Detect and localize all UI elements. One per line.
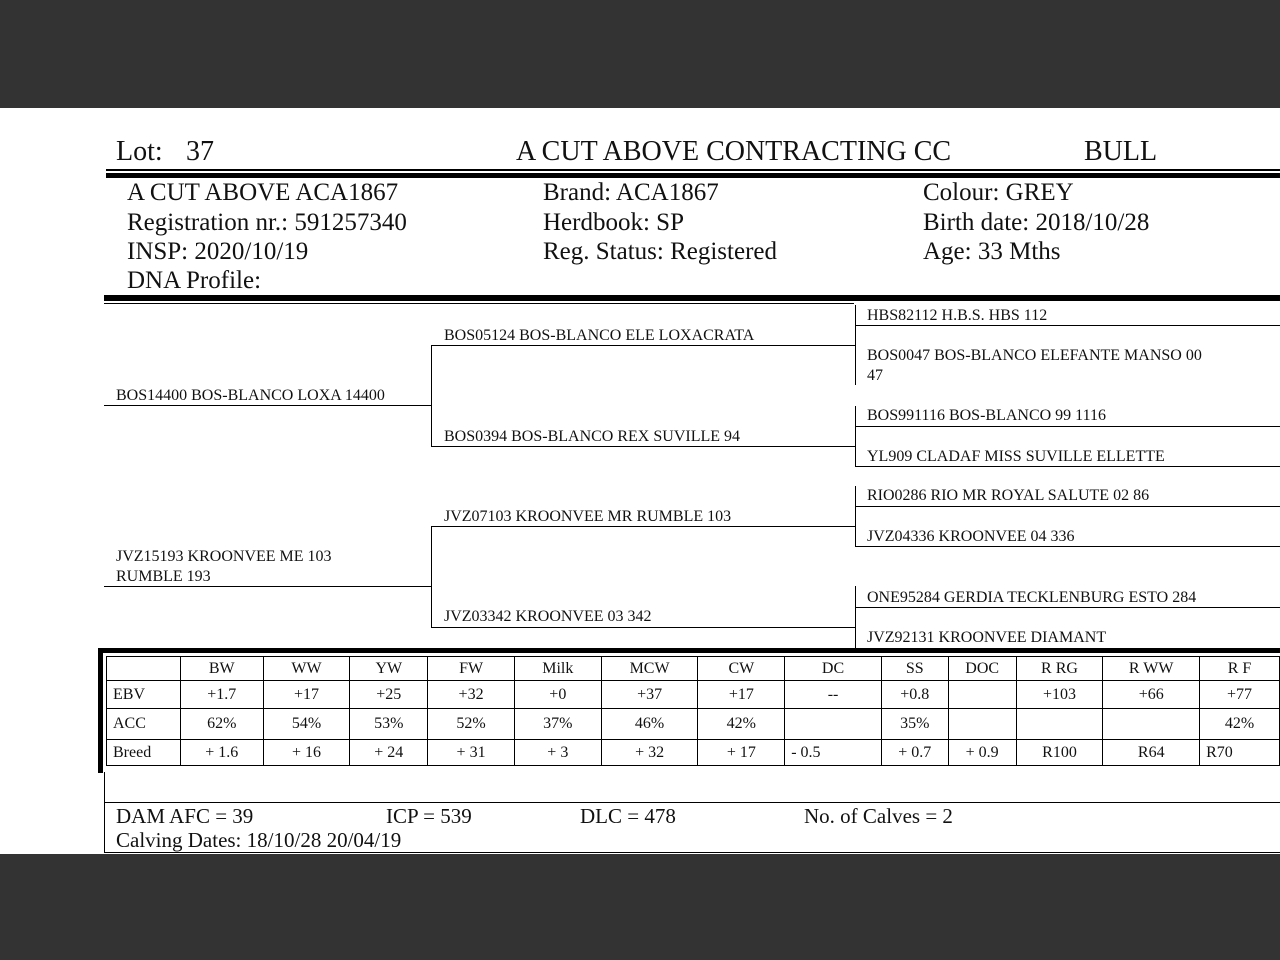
pedigree-dam-sire: JVZ07103 KROONVEE MR RUMBLE 103 <box>444 508 732 525</box>
dam-box-left <box>104 772 105 853</box>
info-rule-thick <box>104 295 1280 301</box>
animal-name: A CUT ABOVE ACA1867 <box>127 179 399 206</box>
table-left-border <box>98 648 103 773</box>
table-cell: 37% <box>514 709 601 740</box>
lot-label: Lot: <box>116 136 163 167</box>
dss-underline <box>855 506 1280 507</box>
catalogue-page <box>0 108 1280 854</box>
animal-sex: BULL <box>1084 136 1158 167</box>
colour: Colour: GREY <box>923 179 1074 206</box>
table-row <box>107 740 1280 766</box>
col-header: FW <box>428 657 515 681</box>
row-label: EBV <box>107 681 181 709</box>
table-cell: +0.8 <box>881 681 948 709</box>
row-label: ACC <box>107 709 181 740</box>
table-cell: +37 <box>601 681 698 709</box>
pedigree-sire-sire: BOS05124 BOS-BLANCO ELE LOXACRATA <box>444 327 755 344</box>
sd-connector <box>855 406 856 466</box>
pedigree-sds: BOS991116 BOS-BLANCO 99 1116 <box>867 407 1106 424</box>
dam-calves-count: No. of Calves = 2 <box>804 804 953 828</box>
table-cell <box>785 709 882 740</box>
col-header: BW <box>180 657 263 681</box>
dam-connector <box>431 526 432 627</box>
pedigree-dam-dam: JVZ03342 KROONVEE 03 342 <box>444 608 652 625</box>
dam-afc: DAM AFC = 39 <box>116 804 254 828</box>
table-row <box>107 709 1280 740</box>
table-cell: 42% <box>698 709 785 740</box>
registration-status: Reg. Status: Registered <box>543 238 777 265</box>
pedigree-ssd-line1: BOS0047 BOS-BLANCO ELEFANTE MANSO 00 <box>867 347 1202 364</box>
pedigree-dam-line2: RUMBLE 193 <box>116 568 211 585</box>
col-header: Milk <box>514 657 601 681</box>
table-cell: +0 <box>514 681 601 709</box>
table-cell: + 24 <box>350 740 428 766</box>
table-cell <box>948 709 1016 740</box>
dam-icp: ICP = 539 <box>386 804 472 828</box>
col-header: YW <box>350 657 428 681</box>
table-cell: +17 <box>698 681 785 709</box>
dd-underline <box>431 627 855 628</box>
sds-underline <box>855 426 1280 427</box>
table-cell: + 3 <box>514 740 601 766</box>
pedigree-dsd: JVZ04336 KROONVEE 04 336 <box>867 528 1075 545</box>
dds-underline <box>855 607 1280 608</box>
table-header-row <box>107 657 1280 681</box>
sire-connector <box>431 345 432 446</box>
pedigree-sire-dam: BOS0394 BOS-BLANCO REX SUVILLE 94 <box>444 428 741 445</box>
pedigree-sdd: YL909 CLADAF MISS SUVILLE ELLETTE <box>867 448 1165 465</box>
pedigree-ddd: JVZ92131 KROONVEE DIAMANT <box>867 629 1107 646</box>
table-row <box>107 681 1280 709</box>
table-cell: + 0.7 <box>881 740 948 766</box>
ss-underline <box>431 345 855 346</box>
ds-connector <box>855 486 856 546</box>
header-rule-thin <box>106 169 1280 171</box>
row-label: Breed <box>107 740 181 766</box>
col-header: R F <box>1200 657 1280 681</box>
table-cell: R100 <box>1016 740 1103 766</box>
col-header: SS <box>881 657 948 681</box>
table-cell: + 16 <box>263 740 350 766</box>
table-cell: 54% <box>263 709 350 740</box>
pedigree-dam-line1: JVZ15193 KROONVEE ME 103 <box>116 548 332 565</box>
sdd-underline <box>855 466 1280 467</box>
calving-dates: Calving Dates: 18/10/28 20/04/19 <box>116 828 402 852</box>
dd-connector <box>855 586 856 648</box>
table-cell: + 17 <box>698 740 785 766</box>
ss-connector <box>855 305 856 385</box>
table-cell: 42% <box>1200 709 1280 740</box>
table-cell: - 0.5 <box>785 740 882 766</box>
dsd-underline <box>855 546 1280 547</box>
col-header: DC <box>785 657 882 681</box>
age: Age: 33 Mths <box>923 238 1061 265</box>
table-cell: + 1.6 <box>180 740 263 766</box>
brand: Brand: ACA1867 <box>543 179 719 206</box>
col-header: R RG <box>1016 657 1103 681</box>
table-top-border <box>98 648 1280 653</box>
table-cell: R64 <box>1103 740 1200 766</box>
dna-profile: DNA Profile: <box>127 267 262 294</box>
table-cell: +32 <box>428 681 515 709</box>
sire-underline <box>104 405 432 406</box>
table-corner <box>107 657 181 681</box>
col-header: CW <box>698 657 785 681</box>
table-cell: 46% <box>601 709 698 740</box>
table-cell: -- <box>785 681 882 709</box>
table-cell <box>1103 709 1200 740</box>
table-cell: +1.7 <box>180 681 263 709</box>
table-cell <box>1016 709 1103 740</box>
pedigree-sss: HBS82112 H.B.S. HBS 112 <box>867 307 1048 324</box>
col-header: R WW <box>1103 657 1200 681</box>
table-cell: +17 <box>263 681 350 709</box>
table-cell: + 32 <box>601 740 698 766</box>
table-cell: 52% <box>428 709 515 740</box>
inspection-date: INSP: 2020/10/19 <box>127 238 309 265</box>
pedigree-dds: ONE95284 GERDIA TECKLENBURG ESTO 284 <box>867 589 1197 606</box>
table-cell: +25 <box>350 681 428 709</box>
table-cell: R70 <box>1200 740 1280 766</box>
table-cell <box>948 681 1016 709</box>
pedigree-sire: BOS14400 BOS-BLANCO LOXA 14400 <box>116 387 385 404</box>
dam-dlc: DLC = 478 <box>580 804 676 828</box>
dam-box-top <box>104 802 1280 803</box>
sss-underline <box>855 325 1280 326</box>
ebv-table <box>106 656 1280 766</box>
registration-number: Registration nr.: 591257340 <box>127 209 407 236</box>
lot-number: 37 <box>186 136 214 167</box>
dam-underline <box>104 586 432 587</box>
table-cell: + 0.9 <box>948 740 1016 766</box>
table-cell: +66 <box>1103 681 1200 709</box>
birth-date: Birth date: 2018/10/28 <box>923 209 1150 236</box>
dam-box-bottom <box>104 852 1280 853</box>
table-cell: +103 <box>1016 681 1103 709</box>
info-rule-thin <box>104 303 854 304</box>
pedigree-ssd-line2: 47 <box>867 367 883 384</box>
seller-name: A CUT ABOVE CONTRACTING CC <box>516 136 952 167</box>
table-cell: 62% <box>180 709 263 740</box>
col-header: MCW <box>601 657 698 681</box>
table-cell: + 31 <box>428 740 515 766</box>
col-header: DOC <box>948 657 1016 681</box>
table-cell: 53% <box>350 709 428 740</box>
herdbook: Herdbook: SP <box>543 209 684 236</box>
col-header: WW <box>263 657 350 681</box>
sd-underline <box>431 446 855 447</box>
table-cell: +77 <box>1200 681 1280 709</box>
table-cell: 35% <box>881 709 948 740</box>
pedigree-dss: RIO0286 RIO MR ROYAL SALUTE 02 86 <box>867 487 1150 504</box>
ds-underline <box>431 526 855 527</box>
